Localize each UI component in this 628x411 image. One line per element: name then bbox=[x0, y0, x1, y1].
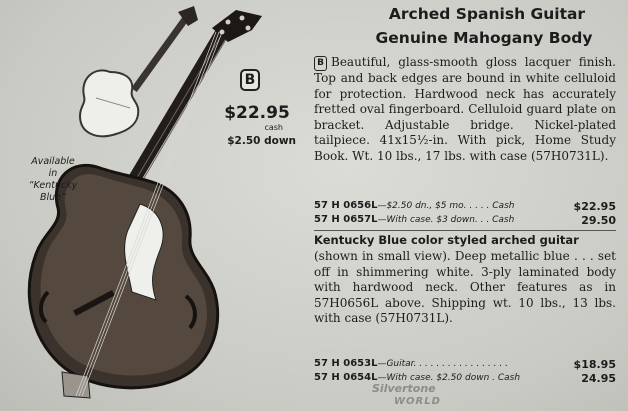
order-terms: —$2.50 dn., $5 mo. . . . . Cash bbox=[377, 201, 515, 211]
price-label: $22.95 bbox=[224, 103, 290, 123]
watermark-text: WORLD bbox=[394, 396, 441, 407]
catalog-number: 57 H 0653L bbox=[314, 358, 378, 369]
divider bbox=[314, 230, 616, 231]
availability-line: in bbox=[48, 168, 58, 179]
order-line bbox=[314, 214, 616, 228]
availability-caption bbox=[20, 156, 86, 204]
order-line bbox=[314, 358, 616, 372]
price-cash-label: cash bbox=[264, 123, 283, 132]
item-badge: B bbox=[240, 69, 260, 91]
description-text bbox=[314, 55, 616, 165]
guitar-illustration-area bbox=[0, 0, 300, 411]
availability-line: “Kentucky bbox=[28, 180, 78, 191]
kentucky-heading: Kentucky Blue color styled arched guitar bbox=[314, 233, 579, 247]
order-terms: —With case. $2.50 down . Cash bbox=[377, 373, 521, 383]
order-price: 24.95 bbox=[581, 372, 616, 385]
price-down-label: $2.50 down bbox=[227, 135, 296, 147]
availability-line: Blue” bbox=[40, 192, 66, 203]
order-line bbox=[314, 200, 616, 214]
title-line-2: Genuine Mahogany Body bbox=[375, 29, 593, 47]
order-price: $18.95 bbox=[573, 358, 616, 371]
catalog-number: 57 H 0654L bbox=[314, 372, 378, 383]
kentucky-description: (shown in small view). Deep metallic blue . . . set off in shimmering white. 3-ply laminated body with hardwood neck. Other features as in 57H0656L above. Shipping wt. 10 lbs., 13 lbs. with case (57H0731L). bbox=[314, 249, 616, 326]
title-line-1: Arched Spanish Guitar bbox=[388, 5, 586, 23]
order-terms: —Guitar. . . . . . . . . . . . . . . . . bbox=[377, 359, 508, 369]
watermark-text: Silvertone bbox=[372, 382, 436, 395]
availability-line: Available bbox=[31, 156, 75, 167]
order-price: $22.95 bbox=[573, 200, 616, 213]
catalog-number: 57 H 0656L bbox=[314, 200, 378, 211]
order-terms: —With case. $3 down. . . Cash bbox=[377, 215, 515, 225]
guitar-illustration bbox=[0, 0, 300, 411]
catalog-number: 57 H 0657L bbox=[314, 214, 378, 225]
inline-item-badge: B bbox=[314, 56, 327, 71]
order-price: 29.50 bbox=[581, 214, 616, 227]
description-body: Beautiful, glass-smooth gloss lacquer finish. Top and back edges are bound in white celluloid for protection. Hardwood neck has accurately fretted oval fingerboard. Celluloid guard plate on bracket. Adjustable bridge. Nickel-plated tailpiece. 41x15½-in. With pick, Home Study Book. Wt. 10 lbs., 17 lbs. with case (57H0731L). bbox=[314, 55, 616, 163]
watermark-logo bbox=[360, 374, 470, 408]
